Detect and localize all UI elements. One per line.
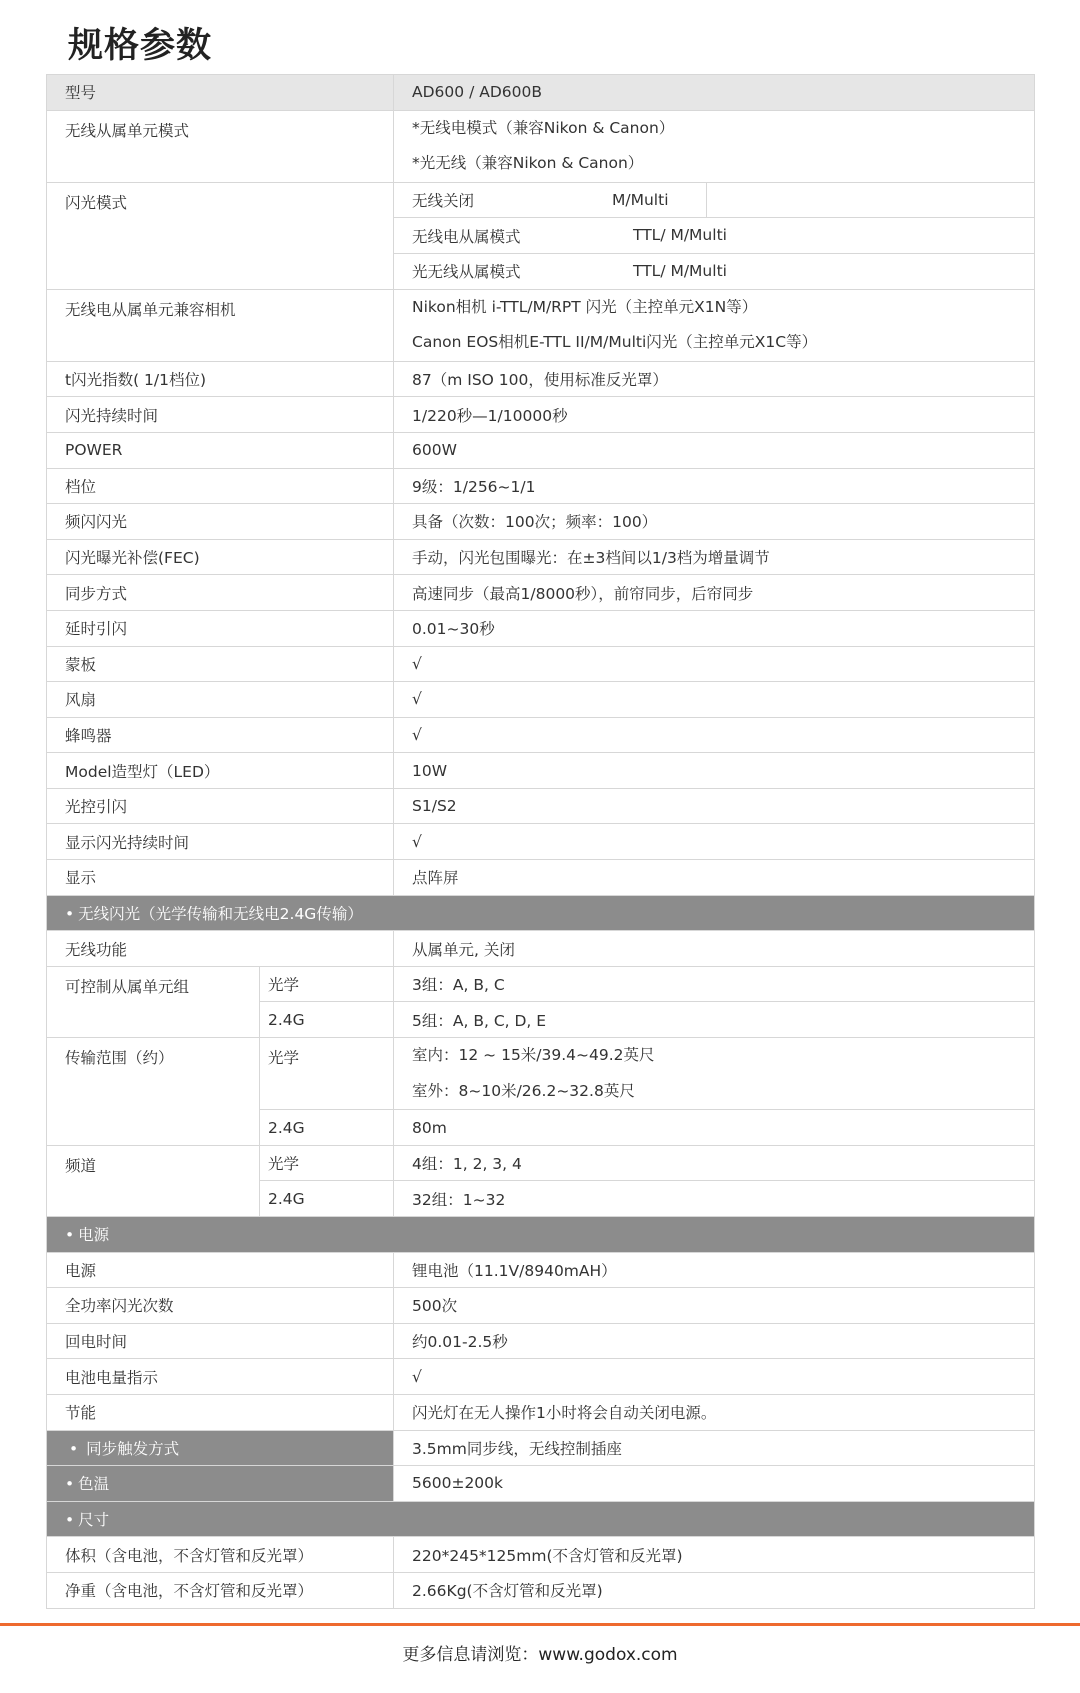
row-value: √ — [394, 717, 1035, 753]
section-heading-power — [47, 1217, 1035, 1253]
value-line: *光无线（兼容Nikon & Canon） — [412, 154, 644, 173]
bullet-icon: • — [65, 1226, 75, 1245]
row-label: 全功率闪光次数 — [47, 1288, 394, 1324]
row-value — [394, 110, 1035, 182]
row-value: 点阵屏 — [394, 860, 1035, 896]
row-value: 1/220秒—1/10000秒 — [394, 397, 1035, 433]
flash-mode-row — [394, 182, 1035, 218]
row-value: 5组：A, B, C, D, E — [394, 1002, 1035, 1038]
table-row — [47, 682, 1035, 718]
table-row — [47, 110, 1035, 182]
row-value: 约0.01-2.5秒 — [394, 1323, 1035, 1359]
row-label: t闪光指数( 1/1档位) — [47, 361, 394, 397]
table-row — [47, 432, 1035, 468]
row-label — [47, 1466, 394, 1502]
flash-mode-name: 无线电从属模式 — [412, 227, 521, 246]
row-value: √ — [394, 824, 1035, 860]
row-value: S1/S2 — [394, 788, 1035, 824]
footer-divider — [0, 1623, 1080, 1626]
row-label-text: 色温 — [78, 1475, 110, 1494]
row-value: 500次 — [394, 1288, 1035, 1324]
row-value: 3组：A, B, C — [394, 966, 1035, 1002]
section-heading-size — [47, 1501, 1035, 1537]
flash-mode-value: M/Multi — [612, 190, 669, 209]
row-value: 从属单元, 关闭 — [394, 931, 1035, 967]
row-value: 3.5mm同步线，无线控制插座 — [394, 1430, 1035, 1466]
header-value: AD600 / AD600B — [394, 75, 1035, 111]
table-row — [47, 824, 1035, 860]
sub-label: 2.4G — [260, 1002, 394, 1038]
flash-mode-value: TTL/ M/Multi — [633, 226, 727, 245]
value-line: *无线电模式（兼容Nikon & Canon） — [412, 118, 675, 137]
row-label: 体积（含电池，不含灯管和反光罩） — [47, 1537, 394, 1573]
row-label: Model造型灯（LED） — [47, 753, 394, 789]
row-value: 闪光灯在无人操作1小时将会自动关闭电源。 — [394, 1394, 1035, 1430]
table-row — [47, 1359, 1035, 1395]
row-value: 80m — [394, 1110, 1035, 1146]
row-value: 手动，闪光包围曝光：在±3档间以1/3档为增量调节 — [394, 539, 1035, 575]
row-label: 风扇 — [47, 682, 394, 718]
flash-mode-row — [394, 253, 1035, 289]
row-label: 延时引闪 — [47, 610, 394, 646]
table-header-row — [47, 75, 1035, 111]
table-row — [47, 646, 1035, 682]
row-label: 显示 — [47, 860, 394, 896]
section-heading-wireless — [47, 895, 1035, 931]
row-label: 可控制从属单元组 — [47, 966, 260, 1037]
row-label: 频道 — [47, 1145, 260, 1216]
page-title: 规格参数 — [68, 26, 213, 66]
table-row — [47, 788, 1035, 824]
sub-label: 2.4G — [260, 1110, 394, 1146]
row-value: √ — [394, 646, 1035, 682]
row-label-text: 同步触发方式 — [86, 1439, 180, 1458]
row-value: 600W — [394, 432, 1035, 468]
row-value: 锂电池（11.1V/8940mAH） — [394, 1252, 1035, 1288]
table-row — [47, 966, 1035, 1002]
row-label — [47, 1430, 394, 1466]
table-row — [47, 539, 1035, 575]
table-row — [47, 1537, 1035, 1573]
table-row — [47, 753, 1035, 789]
footer-text: 更多信息请浏览：www.godox.com — [402, 1645, 678, 1665]
row-value — [394, 1038, 1035, 1110]
value-line: 室内：12 ~ 15米/39.4~49.2英尺 — [412, 1046, 655, 1065]
table-row — [47, 1145, 1035, 1181]
row-value: 10W — [394, 753, 1035, 789]
row-value: 32组：1~32 — [394, 1181, 1035, 1217]
table-row — [47, 1466, 1035, 1502]
sub-label: 光学 — [260, 1145, 394, 1181]
table-row — [47, 1288, 1035, 1324]
row-label: 无线电从属单元兼容相机 — [47, 289, 394, 361]
section-title: 尺寸 — [78, 1511, 110, 1530]
row-label: 档位 — [47, 468, 394, 504]
flash-mode-value: TTL/ M/Multi — [633, 261, 727, 280]
table-row — [47, 1038, 1035, 1110]
flash-mode-name: 光无线从属模式 — [412, 263, 521, 282]
table-row — [47, 1572, 1035, 1608]
table-row — [47, 610, 1035, 646]
row-label: 频闪闪光 — [47, 504, 394, 540]
value-line: Canon EOS相机E-TTL II/M/Multi闪光（主控单元X1C等） — [412, 333, 818, 352]
table-row — [47, 1323, 1035, 1359]
flash-mode-name: 无线关闭 — [412, 192, 475, 211]
row-label: 闪光持续时间 — [47, 397, 394, 433]
row-value: 4组：1, 2, 3, 4 — [394, 1145, 1035, 1181]
row-label: 光控引闪 — [47, 788, 394, 824]
table-row — [47, 1430, 1035, 1466]
table-row — [47, 182, 1035, 218]
row-label: 同步方式 — [47, 575, 394, 611]
row-label: 无线从属单元模式 — [47, 110, 394, 182]
flash-mode-row — [394, 218, 1035, 254]
section-title: 电源 — [78, 1226, 110, 1245]
bullet-icon: • — [65, 904, 75, 923]
table-row — [47, 860, 1035, 896]
row-value — [394, 289, 1035, 361]
row-value: 5600±200k — [394, 1466, 1035, 1502]
spec-table — [46, 74, 1035, 1609]
table-row — [47, 289, 1035, 361]
cell-divider — [706, 183, 707, 218]
row-value: 2.66Kg(不含灯管和反光罩) — [394, 1572, 1035, 1608]
section-title: 无线闪光（光学传输和无线电2.4G传输） — [78, 904, 363, 923]
row-value: √ — [394, 682, 1035, 718]
row-label: 电池电量指示 — [47, 1359, 394, 1395]
table-row — [47, 717, 1035, 753]
row-label: 无线功能 — [47, 931, 394, 967]
bullet-icon: • — [65, 1511, 75, 1530]
row-label: 闪光模式 — [47, 182, 394, 289]
row-value: 9级：1/256~1/1 — [394, 468, 1035, 504]
value-line: Nikon相机 i-TTL/M/RPT 闪光（主控单元X1N等） — [412, 297, 758, 316]
row-label: 电源 — [47, 1252, 394, 1288]
row-value: 高速同步（最高1/8000秒），前帘同步，后帘同步 — [394, 575, 1035, 611]
table-row — [47, 1394, 1035, 1430]
row-label: 显示闪光持续时间 — [47, 824, 394, 860]
row-label: 蒙板 — [47, 646, 394, 682]
row-label: 蜂鸣器 — [47, 717, 394, 753]
row-value: 220*245*125mm(不含灯管和反光罩) — [394, 1537, 1035, 1573]
bullet-icon: • — [65, 1475, 75, 1494]
sub-label: 光学 — [260, 1038, 394, 1110]
header-label: 型号 — [47, 75, 394, 111]
row-label: 回电时间 — [47, 1323, 394, 1359]
table-row — [47, 575, 1035, 611]
table-row — [47, 468, 1035, 504]
row-label: 传输范围（约） — [47, 1038, 260, 1146]
row-label: POWER — [47, 432, 394, 468]
row-value: √ — [394, 1359, 1035, 1395]
sub-label: 光学 — [260, 966, 394, 1002]
row-label: 节能 — [47, 1394, 394, 1430]
table-row — [47, 504, 1035, 540]
table-row — [47, 361, 1035, 397]
table-row — [47, 397, 1035, 433]
row-value: 具备（次数：100次；频率：100） — [394, 504, 1035, 540]
table-row — [47, 931, 1035, 967]
sub-label: 2.4G — [260, 1181, 394, 1217]
row-label: 闪光曝光补偿(FEC) — [47, 539, 394, 575]
row-label: 净重（含电池，不含灯管和反光罩） — [47, 1572, 394, 1608]
row-value: 87（m ISO 100，使用标准反光罩） — [394, 361, 1035, 397]
value-line: 室外：8~10米/26.2~32.8英尺 — [412, 1081, 635, 1100]
row-value: 0.01~30秒 — [394, 610, 1035, 646]
bullet-icon: • — [69, 1439, 79, 1458]
table-row — [47, 1252, 1035, 1288]
